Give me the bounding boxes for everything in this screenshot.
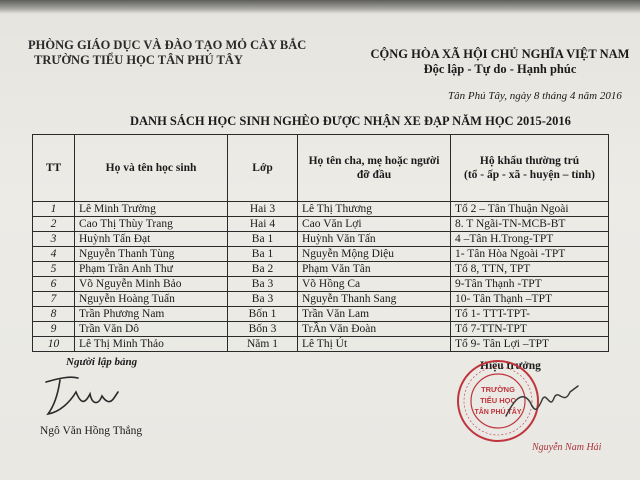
cell-parent: Cao Văn Lợi (298, 217, 451, 232)
cell-student-name: Huỳnh Tấn Đạt (75, 232, 228, 247)
cell-student-name: Lê Minh Trường (75, 202, 228, 217)
table-row (33, 202, 609, 217)
header-parent-line2: đỡ đầu (356, 169, 392, 181)
cell-parent: Trần Văn Lam (298, 307, 451, 322)
table-row (33, 307, 609, 322)
cell-tt: 4 (33, 247, 75, 262)
cell-tt: 10 (33, 337, 75, 352)
cell-parent: Lê Thị Thương (298, 202, 451, 217)
header-tt: TT (33, 135, 75, 202)
cell-parent: Phạm Văn Tân (298, 262, 451, 277)
table-row (33, 262, 609, 277)
cell-student-name: Trần Phương Nam (75, 307, 228, 322)
cell-class: Bốn 1 (228, 307, 298, 322)
cell-parent: TrẦn Văn Đoàn (298, 322, 451, 337)
cell-parent: Nguyễn Thanh Sang (298, 292, 451, 307)
svg-text:TIỂU HỌC: TIỂU HỌC (480, 396, 516, 405)
cell-class: Ba 3 (228, 292, 298, 307)
cell-class: Ba 1 (228, 232, 298, 247)
top-shadow (0, 0, 640, 14)
svg-text:TÂN PHÚ TÂY: TÂN PHÚ TÂY (474, 409, 522, 416)
table-row (33, 247, 609, 262)
table-row (33, 277, 609, 292)
cell-address: 1- Tân Hòa Ngoài -TPT (451, 247, 609, 262)
preparer-title: Người lập bảng (66, 356, 138, 368)
cell-student-name: Võ Nguyễn Minh Bảo (75, 277, 228, 292)
cell-address: Tổ 1- TTT-TPT- (451, 307, 609, 322)
cell-tt: 8 (33, 307, 75, 322)
svg-text:TRƯỜNG: TRƯỜNG (481, 385, 515, 394)
cell-class: Bốn 3 (228, 322, 298, 337)
national-header (370, 47, 630, 77)
issuer-school: TRƯỜNG TIỂU HỌC TÂN PHÚ TÂY (34, 53, 243, 67)
cell-address: 9-Tân Thạnh -TPT (451, 277, 609, 292)
cell-address: 4 –Tân H.Trong-TPT (451, 232, 609, 247)
cell-tt: 6 (33, 277, 75, 292)
preparer-signature (40, 372, 140, 422)
cell-student-name: Lê Thị Minh Thảo (75, 337, 228, 352)
cell-parent: Huỳnh Văn Tấn (298, 232, 451, 247)
cell-student-name: Cao Thị Thùy Trang (75, 217, 228, 232)
cell-address: 8. T Ngãi-TN-MCB-BT (451, 217, 609, 232)
header-address (451, 135, 609, 202)
cell-address: Tổ 2 – Tân Thuận Ngoài (451, 202, 609, 217)
table-row (33, 232, 609, 247)
cell-student-name: Nguyễn Hoàng Tuấn (75, 292, 228, 307)
issuer-header (28, 38, 328, 68)
cell-parent: Nguyễn Mộng Diệu (298, 247, 451, 262)
cell-parent: Võ Hồng Ca (298, 277, 451, 292)
table-row (33, 337, 609, 352)
header-address-line1: Hộ khẩu thường trú (479, 155, 580, 167)
cell-class: Năm 1 (228, 337, 298, 352)
header-class: Lớp (228, 135, 298, 202)
cell-tt: 5 (33, 262, 75, 277)
cell-address: Tổ 8, TTN, TPT (451, 262, 609, 277)
preparer-name: Ngô Văn Hồng Thắng (40, 425, 143, 437)
cell-class: Ba 3 (228, 277, 298, 292)
cell-class: Ba 2 (228, 262, 298, 277)
issuer-department: PHÒNG GIÁO DỤC VÀ ĐÀO TẠO MỎ CÀY BẮC (28, 38, 307, 52)
table-row (33, 217, 609, 232)
cell-tt: 2 (33, 217, 75, 232)
table-row (33, 322, 609, 337)
cell-address: Tổ 9- Tân Lợi –TPT (451, 337, 609, 352)
principal-signature (500, 380, 590, 430)
cell-student-name: Trần Văn Dô (75, 322, 228, 337)
principal-title: Hiệu trưởng (480, 360, 541, 372)
principal-name: Nguyễn Nam Hải (532, 442, 602, 453)
header-parent-line1: Họ tên cha, mẹ hoặc người (308, 155, 440, 167)
cell-class: Ba 1 (228, 247, 298, 262)
document-title: DANH SÁCH HỌC SINH NGHÈO ĐƯỢC NHẬN XE ĐẠP NĂM HỌC 2015-2016 (130, 114, 571, 128)
cell-tt: 9 (33, 322, 75, 337)
cell-student-name: Nguyễn Thanh Tùng (75, 247, 228, 262)
cell-parent: Lê Thị Út (298, 337, 451, 352)
national-title: CỘNG HÒA XÃ HỘI CHỦ NGHĨA VIỆT NAM (370, 47, 630, 61)
cell-address: 10- Tân Thạnh –TPT (451, 292, 609, 307)
date-line: Tân Phú Tây, ngày 8 tháng 4 năm 2016 (448, 90, 622, 102)
cell-tt: 3 (33, 232, 75, 247)
cell-tt: 7 (33, 292, 75, 307)
cell-student-name: Phạm Trần Anh Thư (75, 262, 228, 277)
student-table (32, 134, 609, 352)
cell-class: Hai 3 (228, 202, 298, 217)
cell-address: Tổ 7-TTN-TPT (451, 322, 609, 337)
cell-class: Hai 4 (228, 217, 298, 232)
cell-tt: 1 (33, 202, 75, 217)
header-parent (298, 135, 451, 202)
table-header-row (33, 135, 609, 202)
header-address-line2: (tổ - ấp - xã - huyện – tỉnh) (464, 169, 595, 181)
table-row (33, 292, 609, 307)
header-student-name: Họ và tên học sinh (75, 135, 228, 202)
national-motto: Độc lập - Tự do - Hạnh phúc (423, 62, 577, 76)
